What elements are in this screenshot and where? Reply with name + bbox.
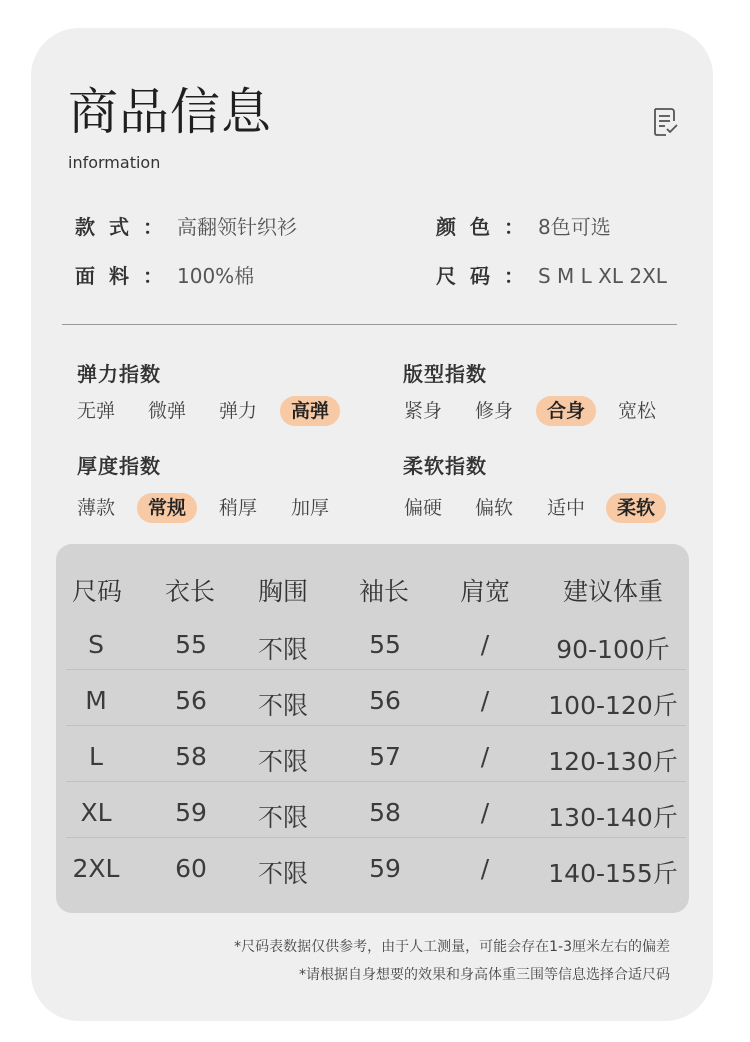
- table-header-weight: 建议体重: [562, 577, 663, 606]
- fit-option: 修身: [474, 400, 513, 422]
- softness-option: 偏软: [474, 497, 513, 519]
- info-size: 尺码：S M L XL 2XL: [436, 264, 667, 288]
- fit-option: 紧身: [403, 400, 442, 422]
- thickness-option: 加厚: [290, 497, 329, 519]
- softness-option: 偏硬: [403, 497, 442, 519]
- elastic-option: 弹力: [218, 400, 257, 422]
- cell-weight: 130-140斤: [548, 803, 678, 832]
- fit-option: 宽松: [617, 400, 656, 422]
- page-title: 商品信息: [68, 83, 272, 141]
- thickness-index-title: 厚度指数: [77, 454, 161, 478]
- cell-shoulder: /: [480, 854, 490, 883]
- thickness-option-selected: 常规: [137, 493, 197, 523]
- softness-option: 适中: [546, 497, 585, 519]
- info-material: 面料：100%棉: [75, 264, 255, 288]
- softness-option-selected: 柔软: [606, 493, 666, 523]
- elastic-index-title: 弹力指数: [77, 362, 161, 386]
- softness-index-title: 柔软指数: [403, 454, 487, 478]
- cell-sleeve: 57: [369, 742, 401, 771]
- row-divider: [66, 837, 686, 838]
- table-header-shoulder: 肩宽: [459, 577, 510, 606]
- cell-weight: 100-120斤: [548, 691, 678, 720]
- document-check-icon: [650, 106, 682, 138]
- cell-shoulder: /: [480, 742, 490, 771]
- cell-weight: 140-155斤: [548, 859, 678, 888]
- cell-shoulder: /: [480, 798, 490, 827]
- cell-length: 55: [175, 630, 207, 659]
- cell-chest: 不限: [257, 747, 308, 776]
- table-header-length: 衣长: [164, 577, 215, 606]
- footnote-measurement: *尺码表数据仅供参考，由于人工测量，可能会存在1-3厘米左右的偏差: [234, 939, 670, 955]
- footnote-selection: *请根据自身想要的效果和身高体重三围等信息选择合适尺码: [299, 967, 670, 983]
- row-divider: [66, 669, 686, 670]
- cell-length: 60: [175, 854, 207, 883]
- row-divider: [66, 725, 686, 726]
- cell-chest: 不限: [257, 803, 308, 832]
- table-header-chest: 胸围: [257, 577, 308, 606]
- info-style: 款式：高翻领针织衫: [75, 215, 297, 239]
- cell-length: 56: [175, 686, 207, 715]
- thickness-option: 薄款: [76, 497, 115, 519]
- cell-sleeve: 55: [369, 630, 401, 659]
- cell-size: 2XL: [72, 854, 120, 883]
- row-divider: [66, 781, 686, 782]
- table-header-sleeve: 袖长: [358, 577, 409, 606]
- cell-size: S: [88, 630, 104, 659]
- cell-chest: 不限: [257, 859, 308, 888]
- cell-size: M: [85, 686, 107, 715]
- cell-weight: 120-130斤: [548, 747, 678, 776]
- divider: [62, 324, 677, 325]
- thickness-option: 稍厚: [218, 497, 257, 519]
- cell-sleeve: 58: [369, 798, 401, 827]
- fit-index-title: 版型指数: [403, 362, 487, 386]
- cell-shoulder: /: [480, 630, 490, 659]
- cell-sleeve: 59: [369, 854, 401, 883]
- cell-length: 59: [175, 798, 207, 827]
- cell-size: XL: [80, 798, 112, 827]
- cell-length: 58: [175, 742, 207, 771]
- cell-chest: 不限: [257, 635, 308, 664]
- elastic-option-selected: 高弹: [280, 396, 340, 426]
- cell-chest: 不限: [257, 691, 308, 720]
- cell-shoulder: /: [480, 686, 490, 715]
- fit-option-selected: 合身: [536, 396, 596, 426]
- cell-weight: 90-100斤: [556, 635, 670, 664]
- table-header-size: 尺码: [71, 577, 122, 606]
- cell-sleeve: 56: [369, 686, 401, 715]
- cell-size: L: [89, 742, 103, 771]
- elastic-option: 无弹: [76, 400, 115, 422]
- page-subtitle: information: [68, 153, 161, 172]
- elastic-option: 微弹: [147, 400, 186, 422]
- info-color: 颜色：8色可选: [436, 215, 611, 239]
